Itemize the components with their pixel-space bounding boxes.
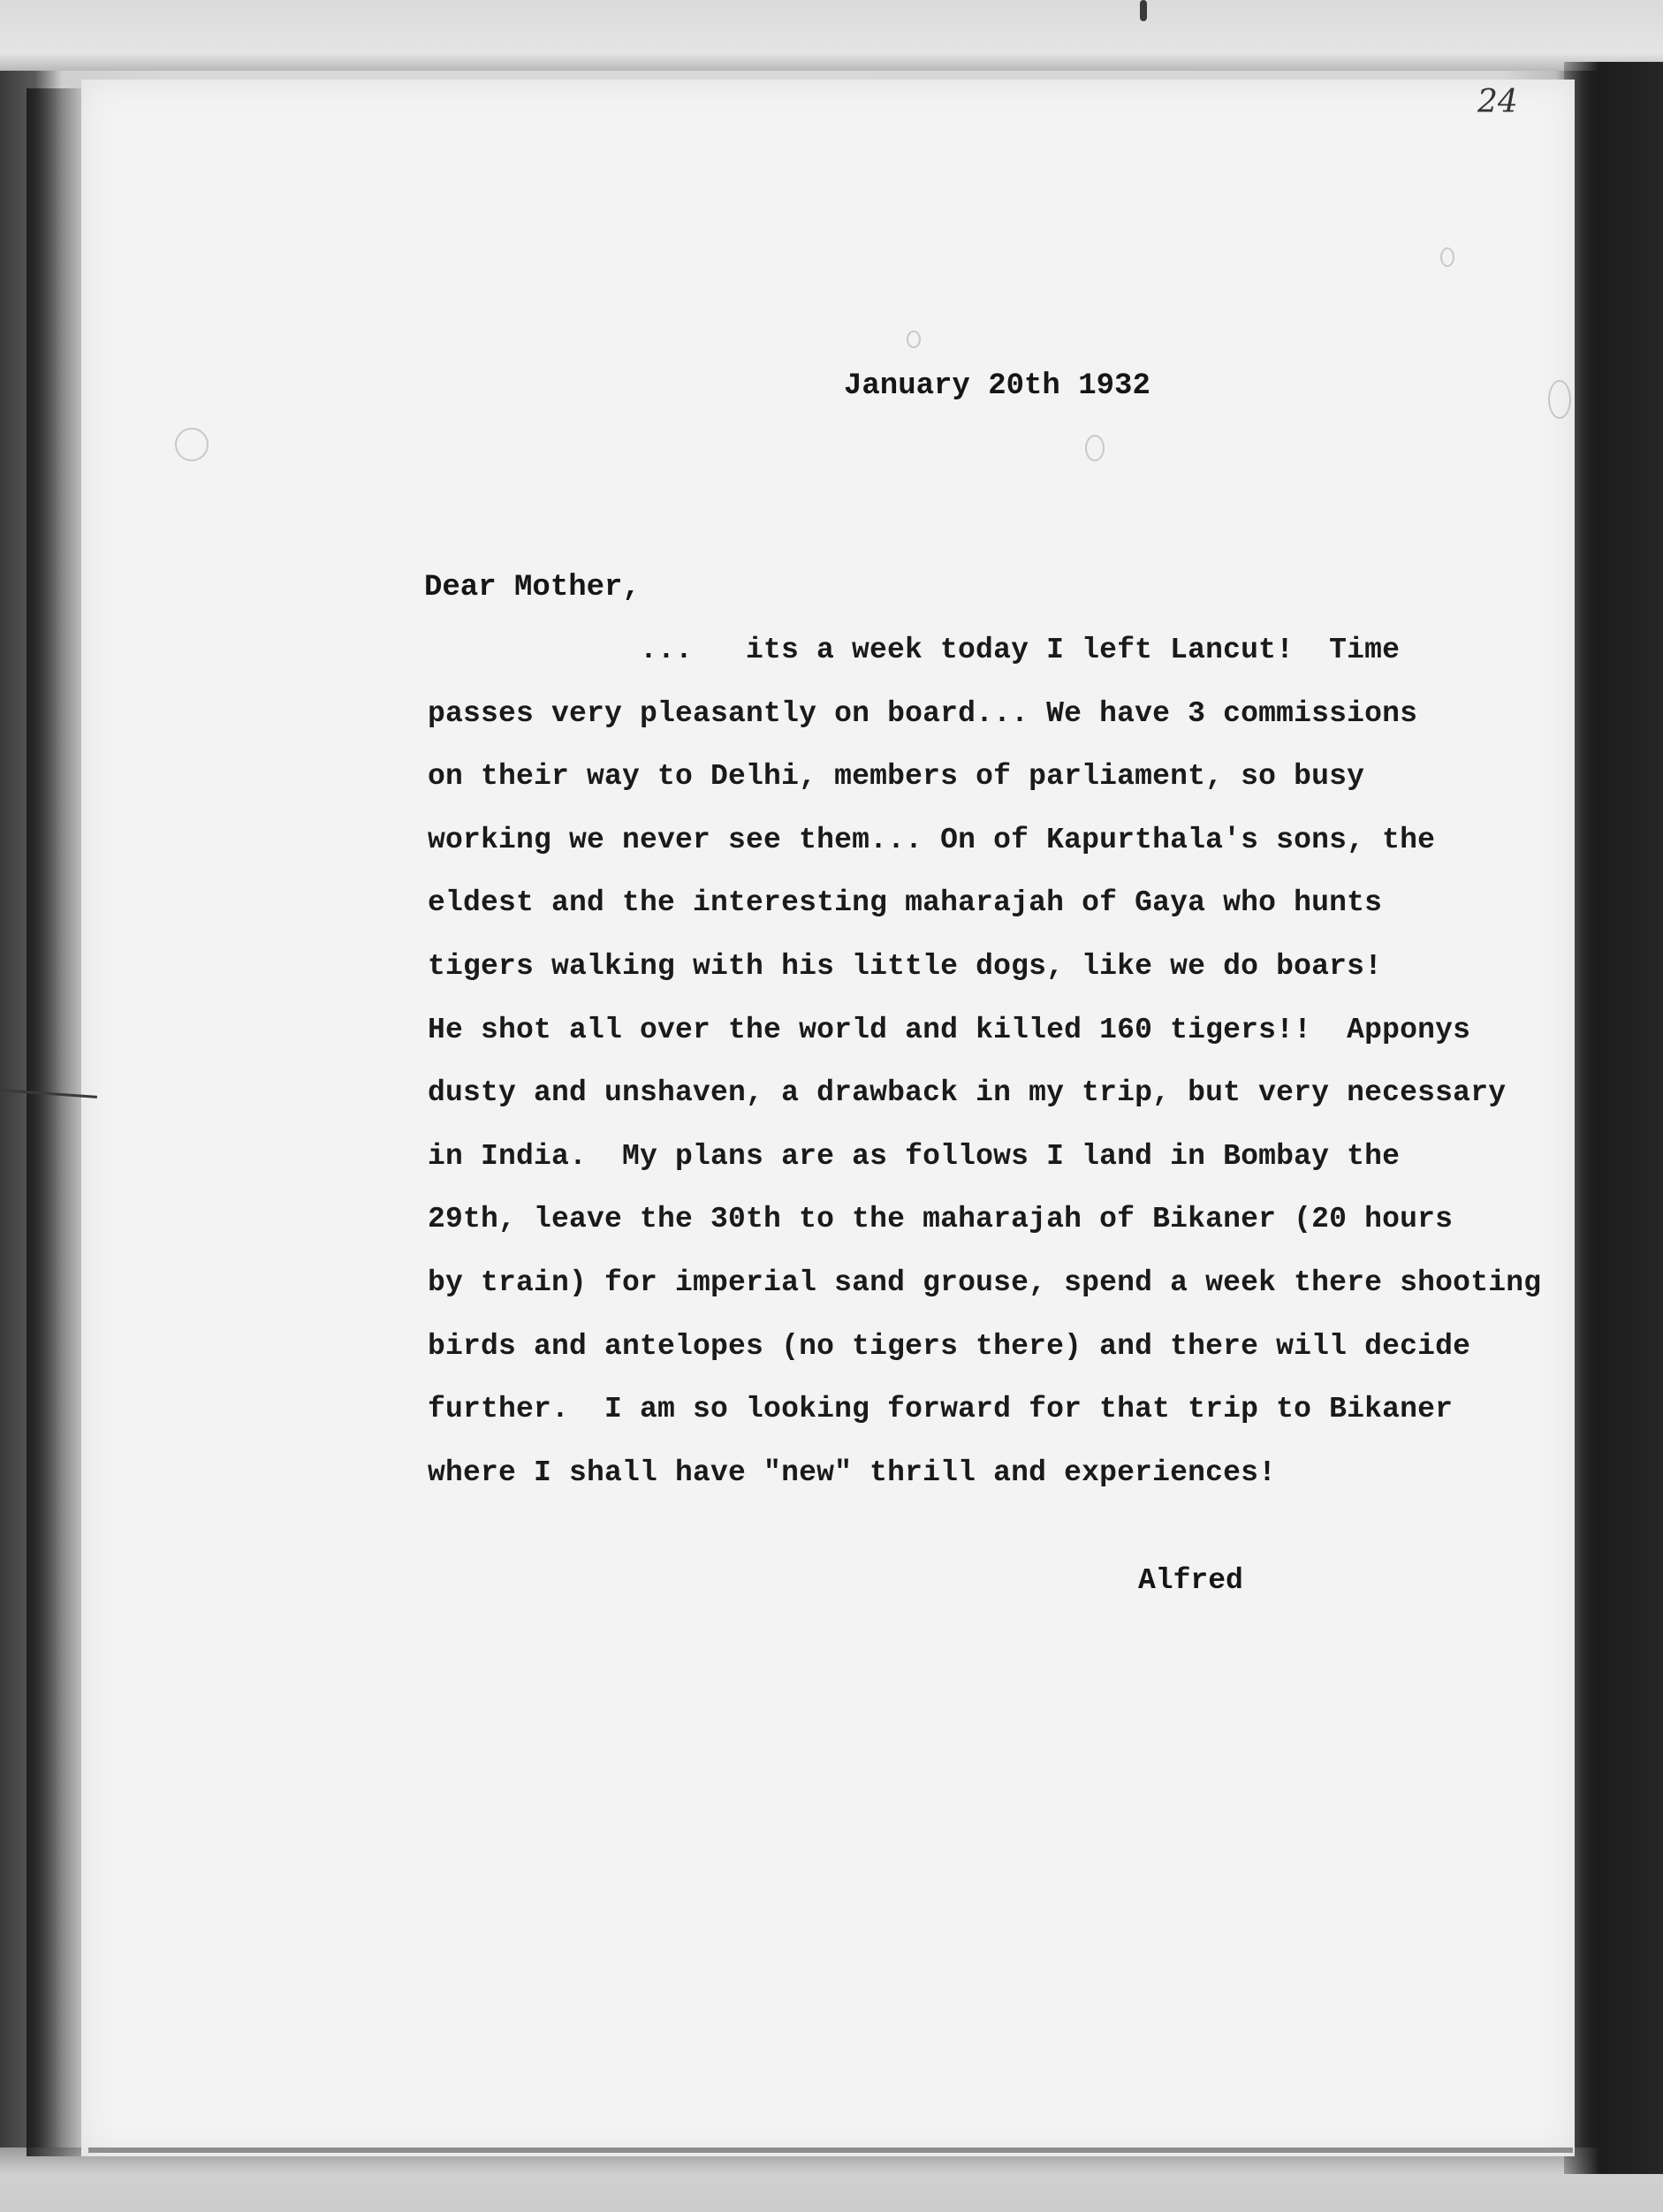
film-speck [907, 331, 921, 348]
right-edge-shadow [1564, 62, 1663, 2174]
sheet-bottom-edge [88, 2147, 1573, 2153]
letter-line: ... its a week today I left Lancut! Time [640, 634, 1401, 666]
letter-line: 29th, leave the 30th to the maharajah of Bikaner (20 hours [428, 1203, 1454, 1236]
film-speck [1085, 435, 1105, 461]
letter-line: tigers walking with his little dogs, like we do boars! [428, 949, 1383, 983]
letter-body [428, 619, 1576, 1504]
letter-line: on their way to Delhi, members of parliament, so busy [428, 760, 1365, 794]
letter-signature: Alfred [1138, 1564, 1243, 1597]
letter-line: working we never see them... On of Kapurthala's sons, the [428, 823, 1436, 856]
letter-line: by train) for imperial sand grouse, spend a week there shooting [428, 1266, 1542, 1299]
left-edge-shadow [27, 88, 88, 2156]
letter-line: eldest and the interesting maharajah of Gaya who hunts [428, 886, 1383, 920]
film-speck [175, 428, 209, 461]
film-speck [1440, 247, 1454, 267]
film-speck [1548, 380, 1571, 419]
letter-salutation: Dear Mother, [424, 571, 641, 604]
letter-line: where I shall have "new" thrill and experiences! [428, 1456, 1277, 1489]
letter-date: January 20th 1932 [844, 369, 1150, 403]
letter-line: in India. My plans are as follows I land in Bombay the [428, 1139, 1401, 1173]
letter-line: further. I am so looking forward for that trip to Bikaner [428, 1393, 1454, 1426]
letter-line: He shot all over the world and killed 160 tigers!! Apponys [428, 1013, 1471, 1046]
scan-top-band [0, 0, 1663, 71]
scan-bottom-band [0, 2147, 1663, 2212]
letter-line: dusty and unshaven, a drawback in my trip, but very necessary [428, 1076, 1507, 1110]
letter-line: passes very pleasantly on board... We have 3 commissions [428, 696, 1418, 730]
letter-line: birds and antelopes (no tigers there) and there will decide [428, 1329, 1471, 1363]
page-number: 24 [1477, 84, 1518, 120]
film-scratch [1140, 0, 1147, 21]
